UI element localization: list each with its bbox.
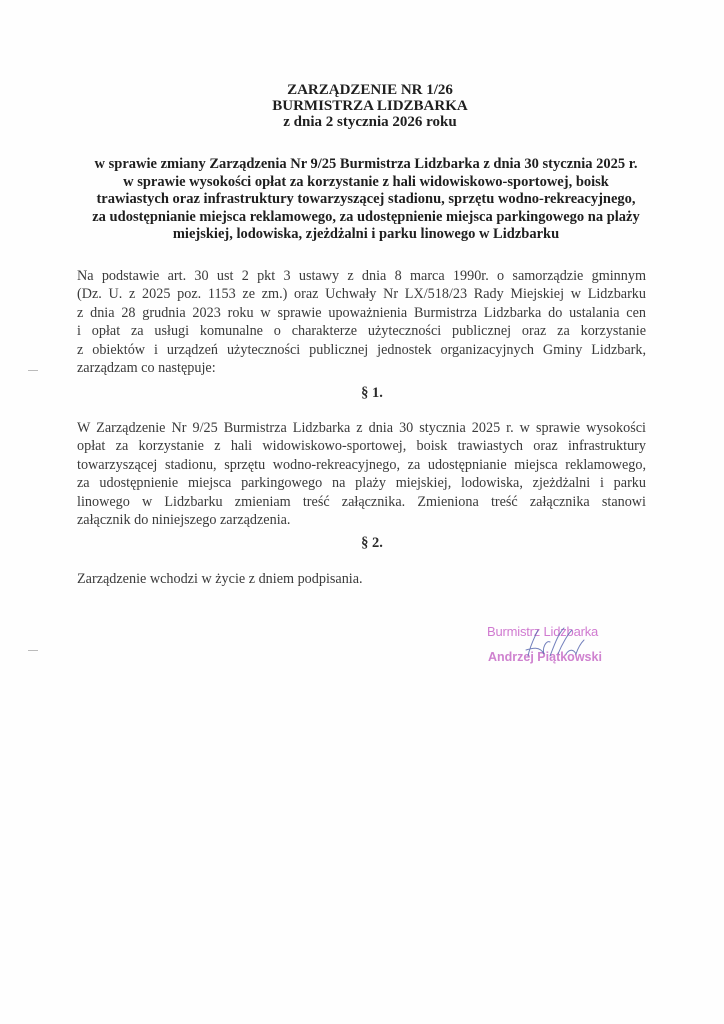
paragraph-line: załącznik do niniejszego zarządzenia. [77, 511, 291, 528]
paragraph-line: i opłat za usługi komunalne o charakterze użyteczności publicznej oraz za korzystanie [77, 323, 646, 340]
paragraph-line: Zarządzenie wchodzi w życie z dniem podpisania. [77, 571, 363, 587]
section-2-heading: § 2. [361, 535, 383, 551]
paragraph-line: z dnia 28 grudnia 2023 roku w sprawie upoważnienia Burmistrza Lidzbarka do ustalania cen [77, 304, 646, 321]
document-subject [4, 156, 724, 244]
stamp-title: Burmistrz Lidzbarka [487, 624, 599, 639]
margin-mark [28, 650, 38, 651]
subject-line: za udostępnianie miejsca reklamowego, za udostępnienie miejsca parkingowego na plaży [92, 208, 640, 225]
paragraph-line: (Dz. U. z 2025 poz. 1153 ze zm.) oraz Uchwały Nr LX/518/23 Rady Miejskiej w Lidzbarku [77, 286, 646, 303]
legal-basis-paragraph [77, 267, 646, 377]
subject-line: miejskiej, lodowiska, zjeżdżalni i parku linowego w Lidzbarku [172, 226, 560, 243]
paragraph-line: zarządzam co następuje: [77, 359, 216, 376]
title-line: ZARZĄDZENIE NR 1/26 [287, 82, 453, 98]
margin-mark [28, 370, 38, 371]
subject-line: trawiastych oraz infrastruktury towarzyszącej stadionu, sprzętu wodno-rekreacyjnego, [96, 191, 636, 208]
stamp-name: Andrzej Piątkowski [488, 650, 602, 664]
section-1-heading: § 1. [361, 385, 383, 401]
document-title [8, 82, 724, 130]
subject-line: w sprawie wysokości opłat za korzystanie z hali widowiskowo-sportowej, boisk [123, 173, 609, 190]
paragraph-line: linowego w Lidzbarku zmieniam treść załącznika. Zmieniona treść załącznika stanowi [77, 493, 646, 510]
paragraph-line: za udostępnienie miejsca parkingowego na plaży miejskiej, lodowiska, zjeżdżalni i parku [77, 475, 646, 492]
paragraph-line: towarzyszącej stadionu, sprzętu wodno-rekreacyjnego, za udostępnianie miejsca reklamowego, [77, 456, 646, 473]
title-line: BURMISTRZA LIDZBARKA [272, 98, 468, 114]
section-1-paragraph [77, 419, 646, 529]
subject-line: w sprawie zmiany Zarządzenia Nr 9/25 Burmistrza Lidzbarka z dnia 30 stycznia 2025 r. [94, 156, 638, 172]
paragraph-line: W Zarządzenie Nr 9/25 Burmistrza Lidzbarka z dnia 30 stycznia 2025 r. w sprawie wysokości [77, 420, 646, 436]
paragraph-line: Na podstawie art. 30 ust 2 pkt 3 ustawy z dnia 8 marca 1990r. o samorządzie gminnym [77, 268, 646, 284]
paragraph-line: opłat za korzystanie z hali widowiskowo-sportowej, boisk trawiastych oraz infrastruktury [77, 438, 646, 455]
handwritten-signature-icon [514, 620, 604, 668]
title-line: z dnia 2 stycznia 2026 roku [283, 114, 457, 130]
paragraph-line: z obiektów i urządzeń użyteczności publicznej jednostek organizacyjnych Gminy Lidzbark, [77, 341, 646, 358]
section-2-paragraph [77, 570, 646, 588]
signature-stamp [484, 620, 624, 672]
